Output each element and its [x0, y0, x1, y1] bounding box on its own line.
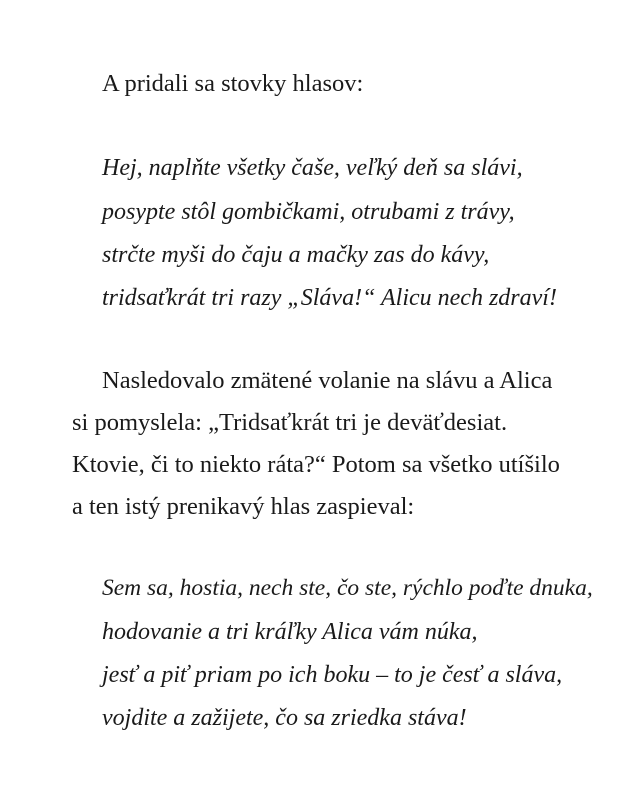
verse-line: hodovanie a tri kráľky Alica vám núka, — [102, 619, 478, 645]
verse-line: vojdite a zažijete, čo sa zriedka stáva! — [102, 705, 467, 731]
intro-paragraph: A pridali sa stovky hlasov: — [102, 70, 364, 97]
verse-line: strčte myši do čaju a mačky zas do kávy, — [102, 242, 490, 268]
verse-line: Hej, naplňte všetky čaše, veľký deň sa slávi, — [102, 155, 523, 181]
paragraph-line: Nasledovalo zmätené volanie na slávu a Alica — [102, 367, 553, 394]
paragraph-line: Ktovie, či to niekto ráta?“ Potom sa všetko utíšilo — [72, 451, 560, 478]
verse-line: Sem sa, hostia, nech ste, čo ste, rýchlo poďte dnuka, — [102, 575, 593, 601]
verse-line: tridsaťkrát tri razy „Sláva!“ Alicu nech zdraví! — [102, 285, 557, 311]
verse-line: jesť a piť priam po ich boku – to je česť a sláva, — [102, 662, 563, 688]
verse-line: posypte stôl gombičkami, otrubami z trávy, — [102, 199, 515, 225]
paragraph-line: si pomyslela: „Tridsaťkrát tri je deväťdesiat. — [72, 409, 508, 436]
paragraph-line: a ten istý prenikavý hlas zaspieval: — [72, 493, 415, 520]
